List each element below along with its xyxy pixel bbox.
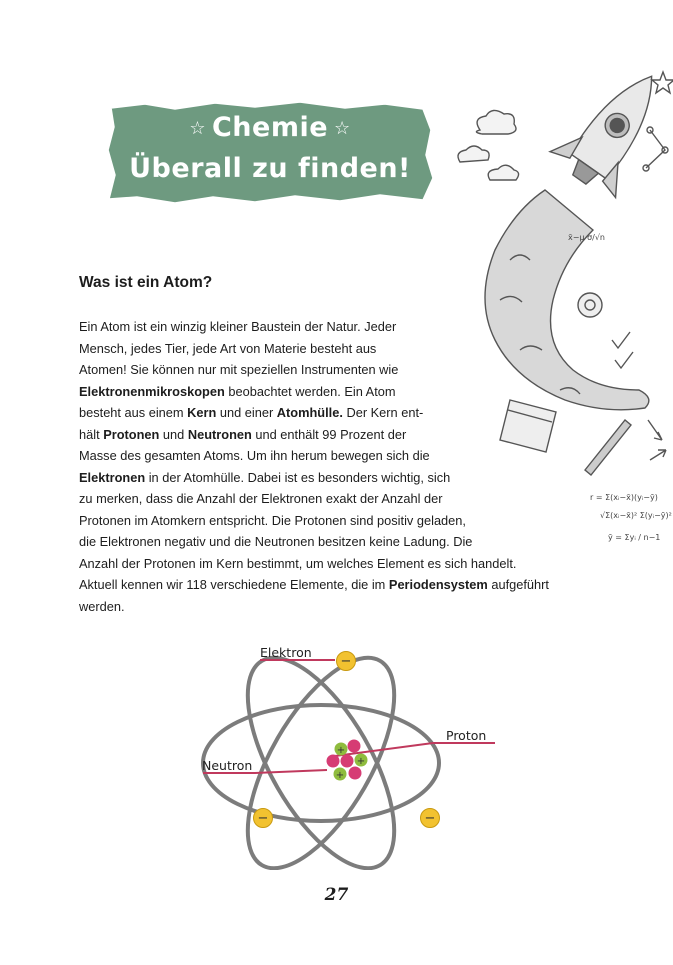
paragraph-line [79,510,549,532]
text-run: hält [79,426,104,442]
bold-term: Atomhülle. [276,405,343,420]
svg-text:−: − [257,811,269,826]
text-run: aufgeführt [487,577,549,592]
text-run: und [159,426,188,442]
text-run: Masse des gesamten Atoms. Um ihn herum bewegen sich die [79,448,430,463]
svg-text:−: − [424,811,436,826]
svg-text:+: + [335,770,345,781]
text-run: werden. [79,598,125,614]
paragraph-line [79,574,549,596]
paragraph-line [79,338,549,360]
electron-top [337,652,356,671]
text-run: Der Kern ent- [342,405,424,420]
proton [341,755,354,768]
banner-line-1: ☆ Chemie ☆ [189,112,351,143]
paragraph-line [79,553,549,575]
text-run: Protonen im Atomkern entspricht. Die Protonen sind positiv geladen, [79,512,466,528]
text-run: Aktuell kennen wir 118 verschiedene Elemente, die im [79,577,389,592]
proton [348,740,361,753]
paragraph-line [79,316,549,338]
label-electron: Elektron [260,645,312,660]
proton [327,755,340,768]
proton [349,767,362,780]
paragraph-line [79,424,549,446]
text-run: zu merken, dass die Anzahl der Elektronen exakt der Anzahl der [79,491,443,506]
paragraph-line [79,359,549,381]
star-icon: ☆ [189,117,206,139]
bold-term: Elektronenmikroskopen [79,383,225,399]
text-run: und einer [216,405,277,420]
nucleus [327,740,368,782]
paragraph-line [79,467,549,489]
text-run: beobachtet werden. Ein Atom [224,383,396,399]
text-run: die Elektronen negativ und die Neutronen besitzen keine Ladung. Die [79,534,473,549]
label-proton: Proton [446,728,487,743]
svg-text:+: + [336,745,346,756]
banner-line-2: Überall zu finden! [129,152,411,184]
page-number: 27 [324,885,349,905]
text-run: Atomen! Sie können nur mit speziellen Instrumenten wie [79,362,399,377]
text-run: Anzahl der Protonen im Kern bestimmt, um welches Element es sich handelt. [79,555,517,571]
label-neutron: Neutron [202,758,253,773]
text-run: und enthält 99 Prozent der [251,426,407,442]
paragraph-line [79,381,549,403]
svg-text:r = Σ(xᵢ−x̄)(yᵢ−ȳ): r = Σ(xᵢ−x̄)(yᵢ−ȳ) [590,493,658,502]
title-banner [105,100,435,205]
banner-title [105,108,435,189]
paragraph-line [79,488,549,510]
svg-text:ȳ = Σyᵢ / n−1: ȳ = Σyᵢ / n−1 [608,533,661,542]
svg-text:√Σ(xᵢ−x̄)² Σ(yᵢ−ȳ)²: √Σ(xᵢ−x̄)² Σ(yᵢ−ȳ)² [600,511,672,520]
text-run: Mensch, jedes Tier, jede Art von Materie besteht aus [79,340,377,356]
body-paragraph [79,316,549,617]
electron-left [254,809,273,828]
atom-diagram [195,640,505,870]
bold-term: Kern [187,405,217,420]
bold-term: Elektronen [79,469,146,485]
text-run: besteht aus einem [79,405,188,420]
svg-text:−: − [340,654,352,669]
paragraph-line [79,402,549,424]
electron-right [421,809,440,828]
svg-text:x̄−μ σ/√n: x̄−μ σ/√n [568,233,606,242]
star-icon: ☆ [334,117,351,139]
section-heading: Was ist ein Atom? [79,274,213,291]
paragraph-line [79,445,549,467]
paragraph-line [79,596,549,618]
text-run: in der Atomhülle. Dabei ist es besonders wichtig, sich [145,469,451,485]
text-run: Ein Atom ist ein winzig kleiner Baustein der Natur. Jeder [79,319,397,334]
bold-term: Neutronen [187,426,252,442]
bold-term: Periodensystem [388,577,488,592]
bold-term: Protonen [103,426,160,442]
svg-text:+: + [356,756,366,767]
paragraph-line [79,531,549,553]
